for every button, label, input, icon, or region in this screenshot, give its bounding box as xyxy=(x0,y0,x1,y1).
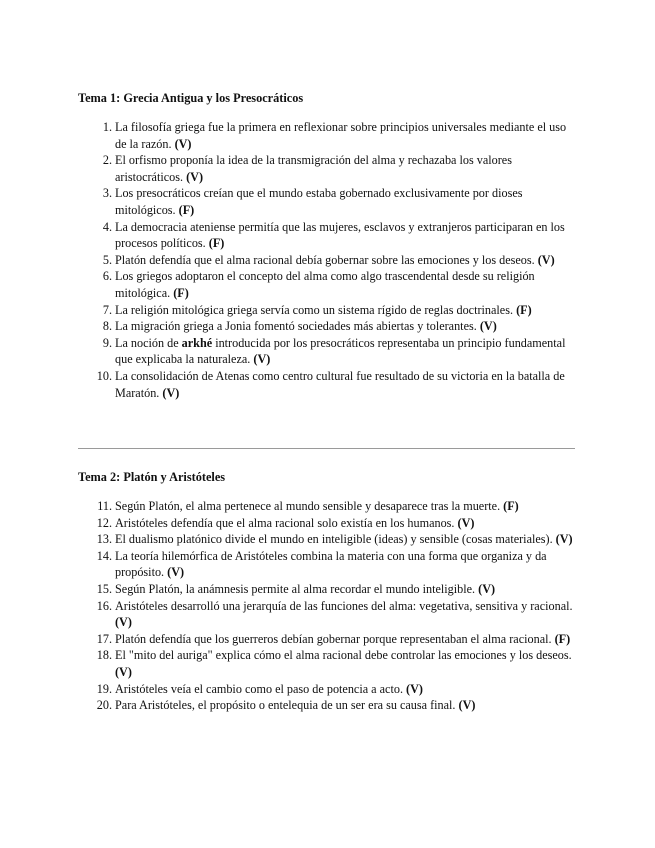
item-text: Los presocráticos creían que el mundo estaba gobernado exclusivamente por dioses mitológicos. xyxy=(115,186,523,217)
item-text: Según Platón, la anámnesis permite al alma recordar el mundo inteligible. xyxy=(115,581,476,596)
item-answer: (V) xyxy=(186,169,203,184)
item-number: 16. xyxy=(96,598,112,613)
item-text: El orfismo proponía la idea de la transmigración del alma y rechazaba los valores aristocráticos. xyxy=(115,153,512,184)
item-text: Los griegos adoptaron el concepto del alma como algo trascendental desde su religión mitológica. xyxy=(115,269,535,300)
list-item xyxy=(78,302,578,319)
item-answer: (V) xyxy=(406,681,423,696)
item-number: 20. xyxy=(96,698,112,713)
item-answer: (V) xyxy=(478,581,496,596)
item-number: 8. xyxy=(102,319,112,334)
item-answer: (F) xyxy=(554,631,571,646)
list-item xyxy=(78,631,578,648)
list-item xyxy=(78,368,578,401)
item-answer: (V) xyxy=(537,252,555,267)
item-number: 12. xyxy=(96,515,112,530)
item-number: 13. xyxy=(96,532,112,547)
question-list-tema-1 xyxy=(78,119,578,401)
item-number: 14. xyxy=(96,548,112,563)
item-number: 4. xyxy=(102,219,112,234)
list-item xyxy=(78,318,578,335)
item-number: 10. xyxy=(96,368,112,383)
item-number: 17. xyxy=(96,631,112,646)
list-item xyxy=(78,581,578,598)
item-number: 3. xyxy=(102,186,112,201)
list-item xyxy=(78,152,578,185)
item-number: 15. xyxy=(96,581,112,596)
item-answer: (V) xyxy=(457,515,475,530)
item-number: 2. xyxy=(102,153,112,168)
item-text: El dualismo platónico divide el mundo en inteligible (ideas) y sensible (cosas materiales). xyxy=(115,532,553,547)
item-number: 9. xyxy=(102,335,112,350)
item-text: La democracia ateniense permitía que las mujeres, esclavos y extranjeros participaran en los procesos políticos. xyxy=(115,219,565,251)
item-answer: (F) xyxy=(173,285,189,300)
item-number: 7. xyxy=(102,302,112,317)
item-text: La filosofía griega fue la primera en reflexionar sobre principios universales mediante el uso de la razón. xyxy=(115,120,567,151)
item-number: 19. xyxy=(96,681,112,696)
list-item xyxy=(78,697,578,714)
item-answer: (F) xyxy=(208,236,225,251)
list-item xyxy=(78,252,578,269)
list-item xyxy=(78,531,578,548)
item-answer: (F) xyxy=(503,499,519,513)
section-title-tema-1: Tema 1: Grecia Antigua y los Presocráticos xyxy=(78,91,304,105)
list-item xyxy=(78,681,578,698)
list-item xyxy=(78,515,578,532)
item-answer: (V) xyxy=(479,319,497,334)
item-text: La consolidación de Atenas como centro cultural fue resultado de su victoria en la batalla de Maratón. xyxy=(115,368,565,400)
list-item xyxy=(78,548,578,581)
list-item xyxy=(78,219,578,252)
list-item xyxy=(78,268,578,301)
item-text: introducida por los presocráticos representaba un principio fundamental que explicaba la naturaleza. xyxy=(115,335,566,367)
section-divider xyxy=(78,448,575,449)
item-answer: (F) xyxy=(516,302,532,317)
list-item xyxy=(78,598,578,631)
item-text: El "mito del auriga" explica cómo el alma racional debe controlar las emociones y los deseos. xyxy=(115,648,572,663)
item-text: Aristóteles desarrolló una jerarquía de las funciones del alma: vegetativa, sensitiva y racional. xyxy=(115,598,573,613)
item-answer: (V) xyxy=(555,532,573,547)
list-item xyxy=(78,498,578,515)
item-number: 18. xyxy=(96,648,112,663)
item-answer: (V) xyxy=(253,352,271,367)
item-text-bold: arkhé xyxy=(181,335,213,350)
item-text: La religión mitológica griega servía como un sistema rígido de reglas doctrinales. xyxy=(115,302,514,317)
item-text: Aristóteles defendía que el alma racional solo existía en los humanos. xyxy=(115,515,455,530)
list-item xyxy=(78,119,578,152)
section-title-tema-2: Tema 2: Platón y Aristóteles xyxy=(78,470,226,484)
item-answer: (V) xyxy=(115,615,132,630)
list-item xyxy=(78,647,578,680)
item-text: Platón defendía que el alma racional debía gobernar sobre las emociones y los deseos. xyxy=(115,252,535,267)
item-text: Para Aristóteles, el propósito o entelequia de un ser era su causa final. xyxy=(115,698,456,713)
item-text: Según Platón, el alma pertenece al mundo sensible y desaparece tras la muerte. xyxy=(115,499,501,513)
item-number: 5. xyxy=(102,252,112,267)
item-text-before: La noción de xyxy=(115,335,182,350)
question-list-tema-2 xyxy=(78,498,578,714)
item-answer: (V) xyxy=(458,698,476,713)
item-answer: (V) xyxy=(115,664,132,679)
item-answer: (V) xyxy=(174,136,192,151)
item-text: La migración griega a Jonia fomentó sociedades más abiertas y tolerantes. xyxy=(115,319,477,334)
item-number: 1. xyxy=(102,120,112,134)
list-item xyxy=(78,185,578,218)
item-answer: (F) xyxy=(178,202,195,217)
item-text: Aristóteles veía el cambio como el paso de potencia a acto. xyxy=(115,681,403,696)
list-item xyxy=(78,335,578,368)
item-text: La teoría hilemórfica de Aristóteles combina la materia con una forma que organiza y da propósito. xyxy=(115,548,547,580)
item-number: 11. xyxy=(97,499,112,513)
item-answer: (V) xyxy=(162,385,180,400)
item-text: Platón defendía que los guerreros debían gobernar porque representaban el alma racional. xyxy=(115,631,552,646)
item-answer: (V) xyxy=(167,565,185,580)
item-number: 6. xyxy=(102,269,112,284)
